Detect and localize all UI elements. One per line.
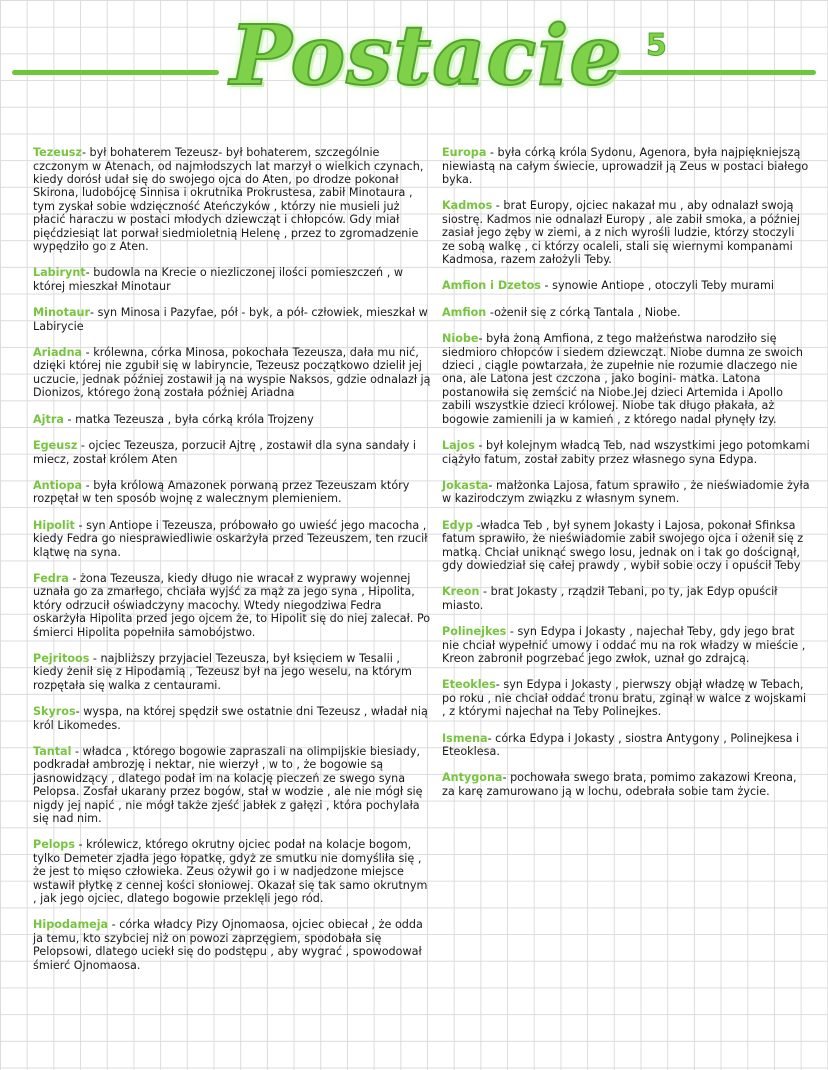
entry-description: - żona Tezeusza, kiedy długo nie wracał z wyprawy wojennej uznała go za zmarłego, chciała wyjść za mąż za jego syna , Hipolita, który odrzucił oświadczyny macochy. Wtedy niegodziwa Fedra oskarżyła Hipolita przed jego ojcem że, to Hipolit się do niej zalecał. Po śmierci Hipolita popełniła samobójstwo. <box>33 571 431 639</box>
entry-description: -ożenił się z córką Tantala , Niobe. <box>486 305 681 319</box>
entry-description: - brat Europy, ojciec nakazał mu , aby odnalazł swoją siostrę. Kadmos nie odnalazł Europy , ale zabił smoka, a później zasiał jego zęby w ziemi, a z nich wyrośli ludzie, którzy stoczyli ze sobą walkę , ci którzy ocaleli, stali się wiernymi kompanami Kadmosa, razem założyli Teby. <box>442 199 800 267</box>
entry-description: - ojciec Tezeusza, porzucił Ajtrę , zostawił dla syna sandały i miecz, został królem Aten <box>33 439 417 466</box>
entry-description: - władca , którego bogowie zapraszali na olimpijskie biesiady, podkradał ambrozję i nektar, nie wierzył , w to , że bogowie są jasnowidzący , dlatego podał im na kolację pieczeń ze swego syna Pelopsa. Zosfał ukarany przez bogów, stał w wodzie , ale nie mógł się nigdy jej napić , nie mógł także zjeść jabłek z gałęzi , która pochylała się nad nim. <box>33 745 423 826</box>
glossary-entry <box>33 745 433 825</box>
glossary-entry <box>33 346 433 400</box>
glossary-entry <box>33 838 433 905</box>
entry-term: Minotaur <box>33 306 90 320</box>
entry-description: - córka Edypa i Jokasty , siostra Antygony , Polinejkesa i Eteoklesa. <box>442 731 800 758</box>
glossary-entry <box>442 585 810 612</box>
entry-term: Antiopa <box>33 478 83 492</box>
page-number: 5 <box>646 28 667 63</box>
entry-term: Tezeusz <box>33 146 82 160</box>
glossary-entry <box>33 439 433 466</box>
entry-term: Edyp <box>442 518 473 532</box>
title-banner <box>230 6 623 116</box>
page-title: Postacie <box>230 8 623 104</box>
entry-description: - była królową Amazonek porwaną przez Tezeuszam który rozpętał w ten sposób wojnę z walecznym plemieniem. <box>33 478 410 506</box>
glossary-entry <box>442 479 810 506</box>
entry-term: Amfion i Dzetos <box>442 279 541 293</box>
entry-term: Kadmos <box>442 199 493 213</box>
left-column <box>33 135 433 985</box>
entry-description: - najbliższy przyjaciel Tezeusza, był księciem w Tesalii , kiedy żenił się z Hipodamią , Tezeusz był na jego weselu, na którym rozpętała się walka z centaurami. <box>33 651 412 692</box>
entry-term: Ajtra <box>33 412 64 426</box>
glossary-entry <box>442 279 810 292</box>
entry-description: - była żoną Amfiona, z tego małżeństwa narodziło się siedmioro chłopców i siedem dziewcząt. Niobe dumna ze swoich dzieci , ciągle powtarzała, że zupełnie nie rozumie dlaczego nie ona, ale Latona jest czczona , jako bogini- matka. Latona postanowiła się zemścić na Niobe.Jej dzieci Artemida i Apollo zabili wszystkie dzieci królowej. Niobe tak długo płakała, aż bogowie zamienili ja w kamień , z którego nadal płynęły łzy. <box>442 332 803 426</box>
entry-term: Skyros <box>33 705 76 719</box>
entry-term: Egeusz <box>33 439 78 453</box>
glossary-entry <box>33 479 433 506</box>
entry-term: Niobe <box>442 332 479 346</box>
entry-description: - synowie Antiope , otoczyli Teby murami <box>540 279 774 293</box>
entry-term: Eteokles <box>442 678 496 692</box>
entry-term: Ismena <box>442 731 488 745</box>
entry-term: Antygona <box>442 771 503 785</box>
entry-term: Lajos <box>442 439 475 453</box>
entry-description: - była córką króla Sydonu, Agenora, była najpiękniejszą niewiastą na całym świecie, uprowadził ją Zeus w postaci białego byka. <box>442 146 809 186</box>
entry-term: Pejritoos <box>33 651 90 665</box>
entry-description: - syn Antiope i Tezeusza, próbowało go uwieść jego macocha , kiedy Fedra go niesprawiedliwie oskarżyła przed Tezeuszem, ten rzucił klątwę na syna. <box>33 518 428 559</box>
entry-term: Jokasta <box>442 478 489 492</box>
entry-term: Amfion <box>442 305 487 319</box>
glossary-entry <box>442 678 810 718</box>
entry-description: - syn Edypa i Jokasty , pierwszy objął władzę w Tebach, po roku , nie chciał oddać tronu bratu, zginął w walce z wojskami , z którymi najechał na Teby Polinejkes. <box>442 678 807 719</box>
glossary-entry <box>33 519 433 559</box>
entry-description: - był kolejnym władcą Teb, nad wszystkimi jego potomkami ciążyło fatum, został zabity przez własnego syna Edypa. <box>442 439 810 466</box>
right-column <box>442 135 810 811</box>
glossary-entry <box>442 519 810 573</box>
entry-description: - syn Minosa i Pazyfae, pół - byk, a pół- człowiek, mieszkał w Labirycie <box>33 306 428 333</box>
glossary-entry <box>33 413 433 426</box>
entry-description: - matka Tezeusza , była córką króla Trojzeny <box>63 412 314 426</box>
glossary-entry <box>33 146 433 253</box>
entry-term: Ariadna <box>33 346 83 360</box>
entry-description: - pochowała swego brata, pomimo zakazowi Kreona, za karę zamurowano ją w lochu, odebrała sobie tam życie. <box>442 771 797 798</box>
entry-term: Polinejkes <box>442 625 507 639</box>
glossary-entry <box>442 771 810 798</box>
glossary-entry <box>33 266 433 293</box>
entry-term: Pelops <box>33 838 75 852</box>
entry-description: - królewicz, którego okrutny ojciec podał na kolacje bogom, tylko Demeter zjadła jego łopatkę, gdyż ze smutku nie domyśliła się , że jest to mięso człowieka. Zeus ożywił go i w nadjedzone miejsce wstawił płytkę z cennej kości słoniowej. Okazał się tak samo okrutnym , jak jego ojciec, dlatego bogowie przeklęli jego ród. <box>33 838 428 906</box>
entry-description: - małżonka Lajosa, fatum sprawiło , że nieświadomie żyła w kazirodczym związku z własnym synem. <box>442 478 810 506</box>
title-rule-left <box>12 70 219 75</box>
entry-term: Hipodameja <box>33 918 109 932</box>
entry-term: Hipolit <box>33 518 75 532</box>
glossary-entry <box>33 918 433 972</box>
glossary-entry <box>33 652 433 692</box>
title-rule-right <box>610 70 816 75</box>
entry-description: - syn Edypa i Jokasty , najechał Teby, gdy jego brat nie chciał wypełnić umowy i oddać mu na rok władzy w mieście , Kreon zabronił pogrzebać jego zwłok, uznał go zdrajcą. <box>442 625 806 665</box>
glossary-entry <box>442 332 810 426</box>
entry-description: -władca Teb , był synem Jokasty i Lajosa, pokonał Sfinksa fatum sprawiło, że nieświadomie zabił swojego ojca i ożenił się z matką. Chciał uniknąć swego losu, jednak on i tak go doścignął, gdy dowiedział się całej prawdy , wybił sobie oczy i opuścił Teby <box>442 518 804 572</box>
entry-description: - budowla na Krecie o niezliczonej ilości pomieszczeń , w której mieszkał Minotaur <box>33 266 403 293</box>
entry-term: Tantal <box>33 745 72 758</box>
glossary-entry <box>442 199 810 266</box>
entry-description: - był bohaterem Tezeusz- był bohaterem, szczególnie czczonym w Atenach, od najmłodszych lat marzył o wielkich czynach, kiedy dorósł udał się do swojego ojca do Aten, po drodze pokonał Skirona, ludobójcę Sinnisa i okrutnika Prokrustesa, zabił Minotaura , tym zyskał sobie wdzięczność Ateńczyków , którzy nie musieli już płacić haraczu w postaci młodych dziewcząt i chłopców. Gdy miał pięćdziesiąt lat porwał siedmioletnią Helenę , przez to zgromadzenie wypędziło go z Aten. <box>33 146 424 254</box>
entry-term: Europa <box>442 146 487 160</box>
entry-term: Fedra <box>33 571 69 585</box>
entry-term: Labirynt <box>33 266 86 280</box>
entry-description: - brat Jokasty , rządził Tebani, po ty, jak Edyp opuścił miasto. <box>442 585 778 612</box>
glossary-entry <box>442 625 810 665</box>
entry-description: - królewna, córka Minosa, pokochała Tezeusza, dała mu nić, dzięki której nie zgubił się w labiryncie, Tezeusz początkowo dzielił jej uczucie, jednak później zostawił ją na wyspie Naksos, gdzie odnalazł ją Dionizos, którego żoną została później Ariadna <box>33 346 431 400</box>
glossary-entry <box>33 705 433 732</box>
glossary-entry <box>442 306 810 319</box>
glossary-entry <box>442 146 810 186</box>
entry-description: - córka władcy Pizy Ojnomaosa, ojciec obiecał , że odda ja temu, kto szybciej niż on powozi zaprzęgiem, spodobała się Pelopsowi, dlatego uciekł się do podstępu , aby wygrać , spowodował śmierć Ojnomaosa. <box>33 918 423 972</box>
entry-term: Kreon <box>442 585 480 599</box>
glossary-entry <box>442 732 810 759</box>
entry-description: - wyspa, na której spędził swe ostatnie dni Tezeusz , władał nią król Likomedes. <box>33 705 428 732</box>
glossary-entry <box>442 439 810 466</box>
glossary-entry <box>33 572 433 639</box>
glossary-entry <box>33 306 433 333</box>
